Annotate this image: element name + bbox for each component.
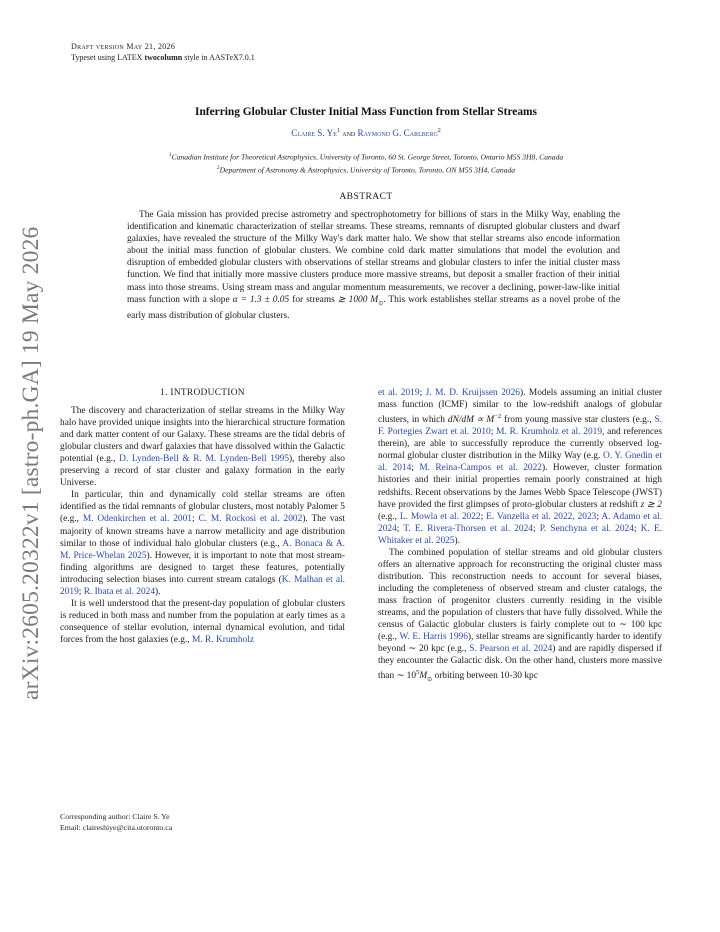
intro-p2-text-d: ). xyxy=(155,586,161,597)
affiliation-1-sup: 1 xyxy=(168,152,172,158)
citation-link[interactable]: A. Bonaca & A. M. Price-Whelan 2025 xyxy=(60,538,346,561)
citation-link[interactable]: et al. 2019 xyxy=(378,388,420,398)
citation-link[interactable]: J. M. D. Kruijssen 2026 xyxy=(425,388,520,398)
intro-r2-text-a: The combined population of stellar streams and old globular clusters offers an alternative approach for reconstructing the original cluster mass distribution. This reconstruction needs to account for several biases, including the completeness of observed stream and cluster catalogs, the mass fraction of progenitor clusters currently residing in the visible streams, and the population of clusters that have fully dissolved. While the census of Galactic globular clusters is fairly complete out to ∼ 100 kpc (e.g., xyxy=(378,547,662,643)
intro-p1-text-b: ), thereby also preserving a record of star cluster and galaxy formation in the early Universe. xyxy=(60,454,345,489)
intro-paragraph-3-continued xyxy=(378,387,662,547)
corresponding-author: Corresponding author: Claire S. Ye xyxy=(60,812,170,821)
author-and: and xyxy=(339,128,358,139)
arxiv-identifier-stamp: arXiv:2605.20322v1 [astro-ph.GA] 19 May 2026 xyxy=(18,226,44,700)
abstract-body xyxy=(127,209,620,322)
citation-link[interactable]: M. Reina-Campos et al. 2022 xyxy=(419,463,542,474)
author-ye[interactable]: Claire S. Ye xyxy=(291,128,337,139)
abstract-heading: ABSTRACT xyxy=(339,191,393,202)
abstract-slope: α = 1.3 ± 0.05 xyxy=(232,294,290,305)
solar-mass-symbol: M xyxy=(419,671,428,682)
citation-link[interactable]: K. Malhan et al. 2019 xyxy=(60,574,345,597)
intro-r1-text-a: ). Models assuming an initial cluster mass function (ICMF) similar to the low-redshift analogs of globular clusters, in which xyxy=(378,388,662,426)
citation-link[interactable]: S. Pearson et al. 2024 xyxy=(469,644,553,655)
citation-separator: ; xyxy=(532,523,540,534)
citation-link[interactable]: C. M. Rockosi et al. 2002 xyxy=(198,514,303,525)
citation-separator: ; xyxy=(419,388,426,398)
citation-link[interactable]: T. E. Rivera-Thorsen et al. 2024 xyxy=(403,523,533,534)
intro-r1-text-c: , and references therein), are able to successfully reproduce the currently observed log-normal globular cluster distribution in the Milky Way (e.g. xyxy=(378,427,662,462)
author-carlberg-affil: 2 xyxy=(437,128,441,134)
author-carlberg[interactable]: Raymond G. Carlberg xyxy=(357,128,438,139)
affiliation-2 xyxy=(60,165,672,175)
right-column xyxy=(378,387,662,686)
citation-link[interactable]: P. Senchyna et al. 2024 xyxy=(539,523,634,534)
affiliation-1-text: Canadian Institute for Theoretical Astrophysics, University of Toronto, 60 St. George Street, Toronto, Ontario M5S 3H8, Canada xyxy=(171,152,564,162)
typeset-prefix: Typeset using xyxy=(71,52,118,62)
author-list xyxy=(100,128,632,138)
typeset-line xyxy=(71,53,255,64)
citation-link[interactable]: D. Lynden-Bell & R. M. Lynden-Bell 1995 xyxy=(119,454,290,465)
citation-link[interactable]: K. E. Whitaker et al. 2025 xyxy=(378,523,663,546)
intro-paragraph-3 xyxy=(60,598,345,646)
citation-link[interactable]: R. Ibata et al. 2024 xyxy=(83,586,156,597)
icmf-equation: dN/dM ∝ M xyxy=(447,415,495,426)
sun-subscript: ⊙ xyxy=(427,677,433,684)
citation-link[interactable]: E. Vanzella et al. 2022, 2023 xyxy=(486,511,597,522)
intro-paragraph-1 xyxy=(60,405,345,489)
citation-link[interactable]: L. Mowla et al. 2022 xyxy=(399,511,481,522)
citation-link[interactable]: S. F. Portegies Zwart et al. 2010 xyxy=(378,415,662,438)
abstract-threshold: ≳ 1000 M xyxy=(337,294,379,305)
author-email[interactable]: Email: claireshiye@cita.utoronto.ca xyxy=(60,822,173,832)
icmf-exponent: −2 xyxy=(494,413,502,421)
citation-separator: ; xyxy=(596,511,602,522)
citation-link[interactable]: W. E. Harris 1996 xyxy=(399,632,468,643)
latex-logo: LATEX xyxy=(117,52,143,62)
intro-r2-text-b: ), stellar streams are significantly harder to identify beyond ∼ 20 kpc (e.g., xyxy=(378,632,662,655)
affiliation-2-text: Department of Astronomy & Astrophysics, University of Toronto, Toronto, ON M5S 3H4, Canada xyxy=(219,165,516,175)
intro-r2-text-d: orbiting between 10-30 kpc xyxy=(432,671,538,682)
draft-version: Draft version May 21, 2026 xyxy=(71,42,176,51)
twocolumn-label: twocolumn xyxy=(144,52,183,62)
intro-paragraph-4 xyxy=(378,547,662,687)
abstract-text-1: The Gaia mission has provided precise astrometry and spectrophotometry for billions of stars in the Milky Way, enabling the identification and kinematic characterization of stellar streams. These streams, remnants of disrupted globular clusters and dwarf galaxies, have revealed the structure of the Milky Way's dark matter halo. We show that stellar streams also encode information about the initial mass function of globular clusters. We combine cold dark matter simulations that model the evolution and disruption of embedded globular clusters with observations of stellar streams and globular clusters to infer the initial cluster mass function. We find that initially more massive clusters produce more massive streams, but deposit a smaller fraction of their initial mass into those streams. Using stream mass and angular momentum measurements, we recover a declining, power-law-like initial mass function with a slope xyxy=(127,210,620,305)
section-heading-introduction: 1. INTRODUCTION xyxy=(160,388,245,398)
citation-separator: ; xyxy=(78,586,84,597)
redshift-value: z ≳ 2 xyxy=(640,499,662,510)
intro-p2-text-c: ). However, it is important to note that most stream-finding algorithms are designed to target these features, potentially introducing selection biases into current stream catalogs ( xyxy=(60,550,345,585)
citation-link[interactable]: M. R. Krumholz xyxy=(192,634,254,645)
citation-separator: ; xyxy=(490,427,497,438)
citation-link[interactable]: M. Odenkirchen et al. 2001 xyxy=(82,514,192,525)
header-meta xyxy=(71,42,255,63)
left-column xyxy=(60,387,345,646)
citation-separator: ; xyxy=(633,523,641,534)
citation-separator: ; xyxy=(191,514,199,525)
mass-exponent: 5 xyxy=(416,669,420,677)
author-ye-affil: 1 xyxy=(336,128,340,134)
citation-link[interactable]: A. Adamo et al. 2024 xyxy=(378,511,662,534)
intro-p1-text-a: The discovery and characterization of stellar streams in the Milky Way halo have provided unique insights into the hierarchical structure formation and dark matter content of our Galaxy. These streams are the tidal debris of globular clusters and dwarf galaxies that have dissolved within the Galactic potential (e.g., xyxy=(60,406,345,465)
intro-paragraph-2 xyxy=(60,489,345,597)
citation-separator: ; xyxy=(411,463,420,474)
intro-r1-text-d: ). However, cluster formation histories and their initial properties remain poorly constrained at high redshifts. Recent observations by the James Webb Space Telescope (JWST) have provided the first glimpses of proto-globular clusters at redshift xyxy=(378,463,662,510)
intro-r1-text-b: from young massive star clusters (e.g., xyxy=(501,415,655,426)
affiliation-2-sup: 2 xyxy=(216,165,220,171)
typeset-suffix: style in AASTeX7.0.1 xyxy=(182,52,255,62)
citation-link[interactable]: M. R. Krumholz et al. 2019 xyxy=(496,427,603,438)
abstract-sun-symbol: ⊙ xyxy=(378,300,384,307)
citation-separator: ; xyxy=(480,511,487,522)
intro-r1-text-e: (e.g., xyxy=(378,511,400,522)
intro-p3-text-a: It is well understood that the present-day population of globular clusters is reduced in both mass and number from the population at early times as a consequence of stellar evolution, internal dynamical evolution, and tidal forces from the host galaxies (e.g., xyxy=(60,598,345,645)
intro-p2-text-b: ). The vast majority of known streams have a narrow metallicity and age distribution similar to those of individual halo globular clusters (e.g., xyxy=(60,514,345,549)
affiliation-1 xyxy=(60,152,672,162)
corresponding-author-footnote xyxy=(60,812,345,833)
citation-separator: ; xyxy=(396,523,404,534)
intro-r2-text-c: ) and are rapidly dispersed if they encounter the Galactic disk. On the other hand, clusters more massive than ∼ 10 xyxy=(378,644,662,682)
citation-link[interactable]: O. Y. Gnedin et al. 2014 xyxy=(378,451,662,474)
paper-title: Inferring Globular Cluster Initial Mass Function from Stellar Streams xyxy=(195,106,537,118)
intro-r1-text-f: ). xyxy=(454,535,461,546)
abstract-text-2: for streams xyxy=(289,294,338,305)
intro-p2-text-a: In particular, thin and dynamically cold stellar streams are often identified as the tidal remnants of globular clusters, most notably Palomer 5 (e.g., xyxy=(60,490,345,525)
abstract-text-3: . This work establishes stellar streams as a novel probe of the early mass distribution of globular clusters. xyxy=(127,294,620,321)
